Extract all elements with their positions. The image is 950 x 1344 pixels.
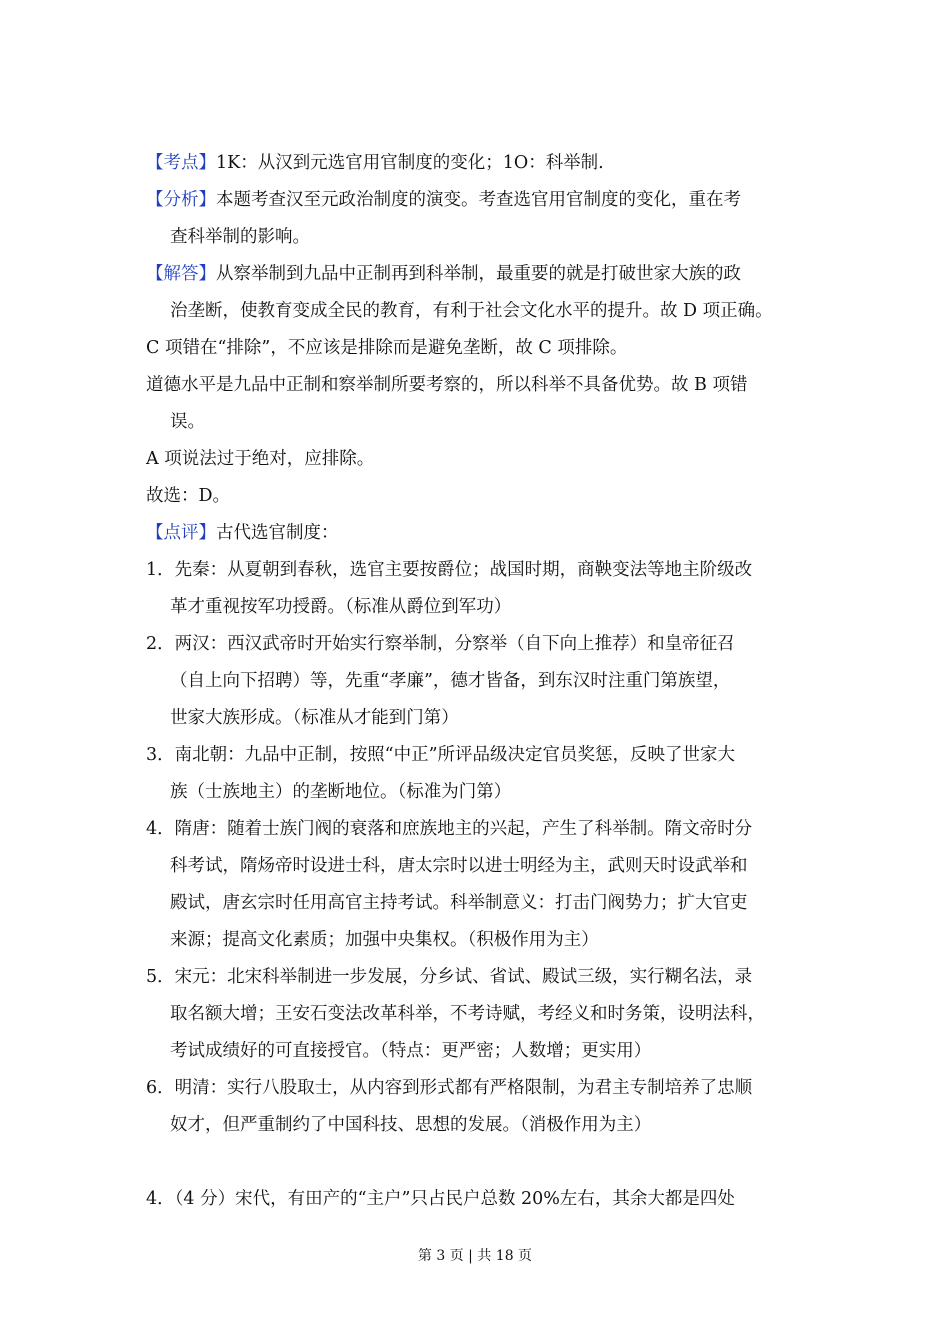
item-2-line-1: 2．两汉：西汉武帝时开始实行察举制，分察举（自下向上推荐）和皇帝征召 xyxy=(146,634,735,654)
item-1-line-2: 革才重视按军功授爵。（标准从爵位到军功） xyxy=(170,597,512,617)
question-4-line: 4．（4 分）宋代，有田产的“主户”只占民户总数 20%左右，其余大都是四处 xyxy=(146,1189,735,1209)
jieda-line-3: C 项错在“排除”，不应该是排除而是避免垄断，故 C 项排除。 xyxy=(146,338,628,358)
item-3-line-1: 3．南北朝：九品中正制，按照“中正”所评品级决定官员奖惩，反映了世家大 xyxy=(146,745,736,765)
dianping-intro: 古代选官制度： xyxy=(216,523,339,543)
jieda-tag: 【解答】 xyxy=(146,264,216,284)
fenxi-line-2: 查科举制的影响。 xyxy=(170,227,310,247)
dianping-line xyxy=(146,521,339,545)
fenxi-line-1 xyxy=(146,188,741,212)
item-3-line-2: 族（士族地主）的垄断地位。（标准为门第） xyxy=(170,782,512,802)
fenxi-text-1: 本题考查汉至元政治制度的演变。考查选官用官制度的变化，重在考 xyxy=(216,190,741,210)
jieda-line-7: 故选：D。 xyxy=(146,486,231,506)
item-2-line-3: 世家大族形成。（标准从才能到门第） xyxy=(170,708,459,728)
item-4-line-1: 4．隋唐：随着士族门阀的衰落和庶族地主的兴起，产生了科举制。隋文帝时分 xyxy=(146,819,753,839)
jieda-line-2: 治垄断，使教育变成全民的教育，有利于社会文化水平的提升。故 D 项正确。 xyxy=(170,301,773,321)
item-6-line-2: 奴才，但严重制约了中国科技、思想的发展。（消极作用为主） xyxy=(170,1115,652,1135)
dianping-tag: 【点评】 xyxy=(146,523,216,543)
page-footer: 第 3 页 | 共 18 页 xyxy=(417,1248,533,1264)
item-2-line-2: （自上向下招聘）等，先重“孝廉”，德才皆备，到东汉时注重门第族望， xyxy=(170,671,731,691)
kaodian-tag: 【考点】 xyxy=(146,153,216,173)
kaodian-text: 1K：从汉到元选官用官制度的变化；1O：科举制. xyxy=(216,153,604,173)
item-5-line-1: 5．宋元：北宋科举制进一步发展，分乡试、省试、殿试三级，实行糊名法，录 xyxy=(146,967,753,987)
item-4-line-4: 来源；提高文化素质；加强中央集权。（积极作用为主） xyxy=(170,930,599,950)
kaodian-line xyxy=(146,151,604,175)
jieda-line-1 xyxy=(146,262,741,286)
item-5-line-2: 取名额大增；王安石变法改革科举，不考诗赋，考经义和时务策，设明法科， xyxy=(170,1004,765,1024)
jieda-line-6: A 项说法过于绝对，应排除。 xyxy=(146,449,375,469)
item-4-line-3: 殿试，唐玄宗时任用高官主持考试。科举制意义：打击门阀势力；扩大官吏 xyxy=(170,893,748,913)
fenxi-tag: 【分析】 xyxy=(146,190,216,210)
item-5-line-3: 考试成绩好的可直接授官。（特点：更严密；人数增；更实用） xyxy=(170,1041,652,1061)
item-1-line-1: 1．先秦：从夏朝到春秋，选官主要按爵位；战国时期，商鞅变法等地主阶级改 xyxy=(146,560,753,580)
jieda-line-4: 道德水平是九品中正制和察举制所要考察的，所以科举不具备优势。故 B 项错 xyxy=(146,375,748,395)
item-4-line-2: 科考试，隋炀帝时设进士科，唐太宗时以进士明经为主，武则天时设武举和 xyxy=(170,856,748,876)
jieda-text-1: 从察举制到九品中正制再到科举制，最重要的就是打破世家大族的政 xyxy=(216,264,741,284)
item-6-line-1: 6．明清：实行八股取士，从内容到形式都有严格限制，为君主专制培养了忠顺 xyxy=(146,1078,753,1098)
jieda-line-5: 误。 xyxy=(170,412,205,432)
